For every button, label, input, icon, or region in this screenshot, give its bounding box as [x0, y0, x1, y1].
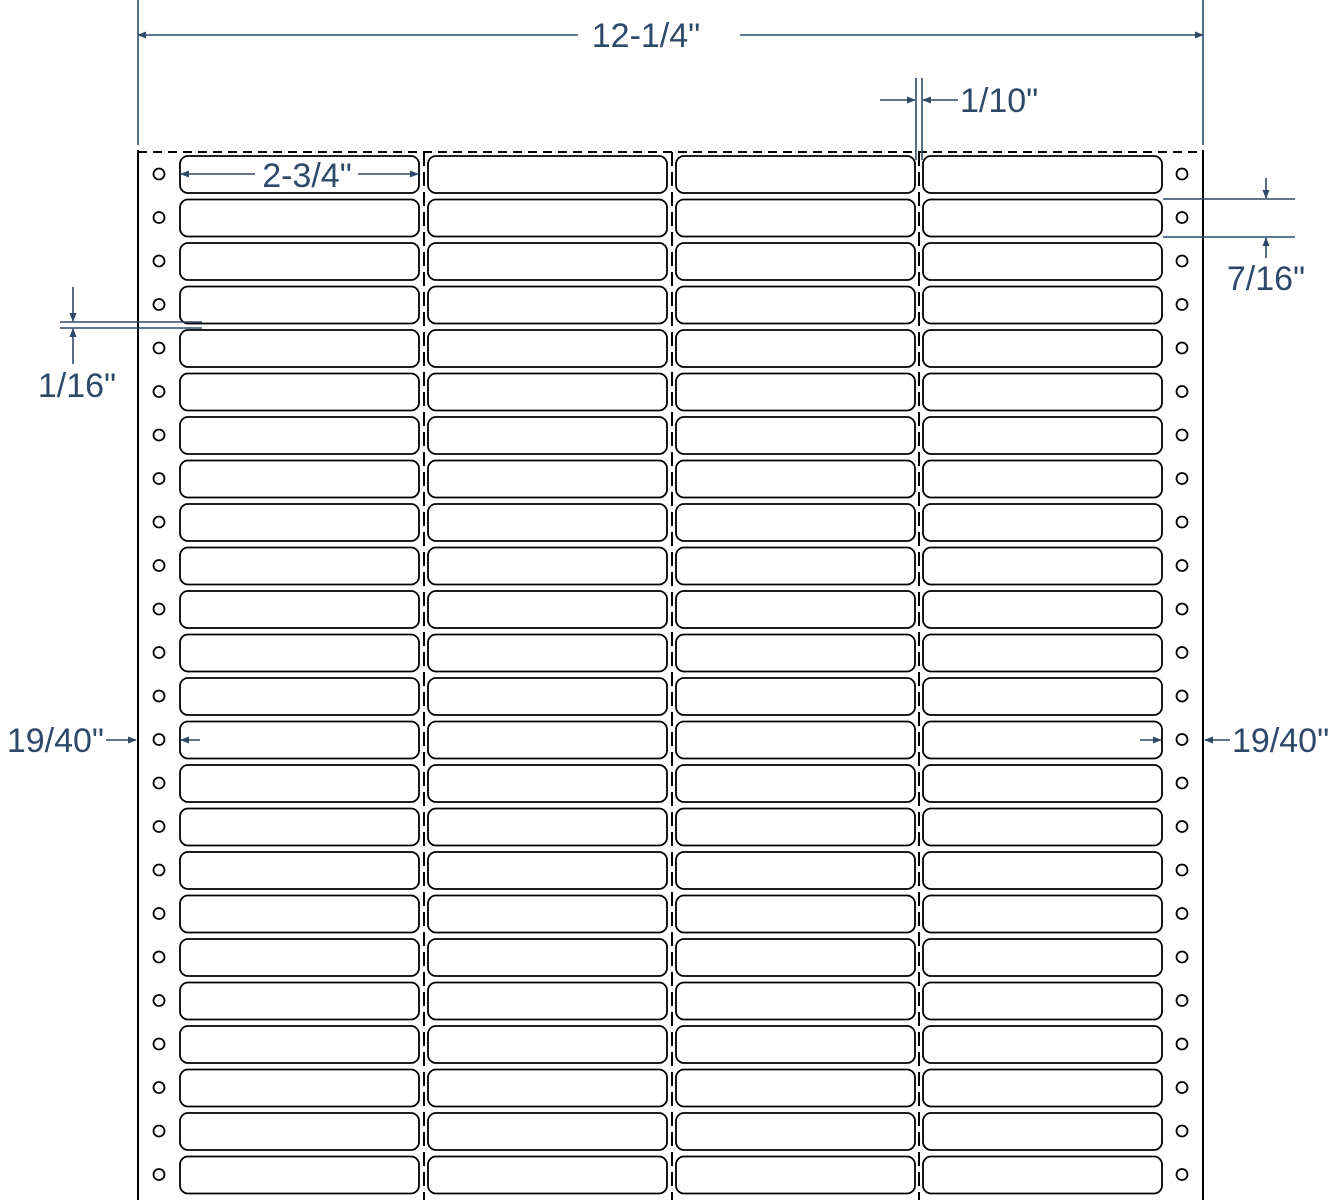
label-cell	[676, 852, 915, 889]
pin-hole	[154, 1126, 165, 1137]
label-cell	[428, 156, 667, 193]
label-cell	[428, 722, 667, 759]
pin-hole	[1177, 560, 1188, 571]
label-cell	[676, 809, 915, 846]
label-cell	[428, 809, 667, 846]
label-cell	[676, 461, 915, 498]
label-cell	[428, 983, 667, 1020]
label-cell	[428, 765, 667, 802]
label-cell	[676, 896, 915, 933]
label-cell	[676, 1157, 915, 1194]
label-cell	[180, 504, 419, 541]
pin-hole	[1177, 169, 1188, 180]
label-cell	[180, 1157, 419, 1194]
label-cell	[923, 1026, 1162, 1063]
pin-hole	[154, 865, 165, 876]
label-cell	[923, 765, 1162, 802]
label-cell	[180, 1070, 419, 1107]
label-cell	[428, 461, 667, 498]
pin-hole	[154, 908, 165, 919]
pin-hole	[154, 343, 165, 354]
pin-hole	[1177, 995, 1188, 1006]
label-cell	[180, 330, 419, 367]
label-cell	[428, 330, 667, 367]
label-cell	[923, 678, 1162, 715]
label-cell	[923, 461, 1162, 498]
sheet-width-label: 12-1/4"	[591, 17, 701, 55]
pin-hole	[1177, 212, 1188, 223]
label-cell	[428, 548, 667, 585]
label-cell	[428, 852, 667, 889]
pin-hole	[1177, 734, 1188, 745]
pin-hole	[1177, 386, 1188, 397]
label-cell	[180, 896, 419, 933]
pin-hole	[154, 734, 165, 745]
label-cell	[428, 1070, 667, 1107]
pin-hole	[154, 560, 165, 571]
pin-hole	[1177, 604, 1188, 615]
pin-hole	[154, 778, 165, 789]
pin-hole	[154, 821, 165, 832]
label-cell	[923, 896, 1162, 933]
label-cell	[676, 156, 915, 193]
label-cell	[180, 809, 419, 846]
label-cell	[428, 1157, 667, 1194]
label-cell	[676, 243, 915, 280]
label-cell	[180, 591, 419, 628]
label-cell	[676, 330, 915, 367]
label-cell	[676, 1070, 915, 1107]
spacing-label: 1/16"	[37, 367, 117, 405]
pin-hole	[154, 212, 165, 223]
pin-hole	[154, 604, 165, 615]
pin-hole	[154, 473, 165, 484]
label-height-label: 7/16"	[1226, 260, 1306, 298]
pin-hole	[1177, 865, 1188, 876]
label-cell	[676, 722, 915, 759]
label-cell	[428, 200, 667, 237]
label-cell	[923, 635, 1162, 672]
label-cell	[676, 504, 915, 541]
pin-hole	[1177, 430, 1188, 441]
pin-hole	[154, 517, 165, 528]
pin-hole	[1177, 473, 1188, 484]
label-cell	[676, 287, 915, 324]
label-cell	[923, 504, 1162, 541]
label-cell	[180, 461, 419, 498]
label-cell	[676, 635, 915, 672]
pin-hole	[1177, 299, 1188, 310]
pin-hole	[154, 169, 165, 180]
pin-hole	[154, 430, 165, 441]
label-cell	[180, 939, 419, 976]
pin-hole	[1177, 908, 1188, 919]
pin-hole	[154, 1082, 165, 1093]
label-cell	[676, 1026, 915, 1063]
pin-hole	[1177, 821, 1188, 832]
label-cell	[428, 1026, 667, 1063]
label-cell	[923, 852, 1162, 889]
label-cell	[923, 548, 1162, 585]
label-cell	[676, 417, 915, 454]
label-cell	[923, 287, 1162, 324]
label-cell	[923, 417, 1162, 454]
label-cell	[428, 243, 667, 280]
right-margin-label: 19/40"	[1232, 722, 1330, 760]
label-cell	[923, 156, 1162, 193]
label-cell	[180, 287, 419, 324]
label-cell	[180, 722, 419, 759]
pin-hole	[1177, 691, 1188, 702]
pin-hole	[154, 1039, 165, 1050]
label-cell	[923, 939, 1162, 976]
pin-hole	[154, 691, 165, 702]
pin-hole	[1177, 1082, 1188, 1093]
pin-hole	[1177, 1169, 1188, 1180]
label-cell	[676, 1113, 915, 1150]
dimension-annotations	[60, 0, 1295, 740]
label-width-label: 2-3/4"	[262, 157, 352, 195]
label-cell	[180, 765, 419, 802]
label-cell	[676, 374, 915, 411]
left-margin-label: 19/40"	[6, 722, 104, 760]
pin-hole	[154, 299, 165, 310]
pin-hole	[1177, 647, 1188, 658]
gap-label: 1/10"	[960, 82, 1039, 120]
label-cell	[923, 1113, 1162, 1150]
pin-hole	[154, 952, 165, 963]
pin-hole	[1177, 1126, 1188, 1137]
label-cell	[428, 1113, 667, 1150]
label-cell	[180, 852, 419, 889]
label-cell	[180, 1113, 419, 1150]
label-cell	[923, 243, 1162, 280]
pin-hole	[154, 256, 165, 267]
label-cell	[180, 417, 419, 454]
pin-hole	[1177, 1039, 1188, 1050]
pin-hole	[154, 995, 165, 1006]
label-cell	[428, 896, 667, 933]
pin-hole	[1177, 952, 1188, 963]
pin-hole	[1177, 343, 1188, 354]
label-cell	[428, 374, 667, 411]
label-cell	[923, 591, 1162, 628]
label-cell	[180, 200, 419, 237]
pin-hole	[1177, 778, 1188, 789]
label-cell	[428, 591, 667, 628]
label-cell	[923, 983, 1162, 1020]
label-cell	[923, 1157, 1162, 1194]
label-cell	[676, 591, 915, 628]
label-cell	[180, 635, 419, 672]
label-cell	[428, 287, 667, 324]
label-cell	[180, 1026, 419, 1063]
label-cell	[428, 678, 667, 715]
label-cell	[923, 1070, 1162, 1107]
label-cell	[676, 939, 915, 976]
label-cell	[923, 330, 1162, 367]
label-cell	[180, 548, 419, 585]
label-cell	[676, 983, 915, 1020]
label-cell	[923, 809, 1162, 846]
label-cell	[428, 939, 667, 976]
pin-hole	[154, 647, 165, 658]
label-cell	[180, 678, 419, 715]
label-cell	[428, 635, 667, 672]
label-cell	[180, 243, 419, 280]
pin-hole	[154, 1169, 165, 1180]
label-cell	[428, 504, 667, 541]
label-cell	[428, 417, 667, 454]
label-cell	[676, 678, 915, 715]
pin-hole	[1177, 517, 1188, 528]
label-cell	[676, 548, 915, 585]
label-cell	[923, 374, 1162, 411]
label-cell	[180, 374, 419, 411]
label-cell	[923, 722, 1162, 759]
pin-hole	[154, 386, 165, 397]
label-cell	[676, 765, 915, 802]
label-cell	[676, 200, 915, 237]
label-cell	[923, 200, 1162, 237]
label-cell	[180, 983, 419, 1020]
pin-hole	[1177, 256, 1188, 267]
